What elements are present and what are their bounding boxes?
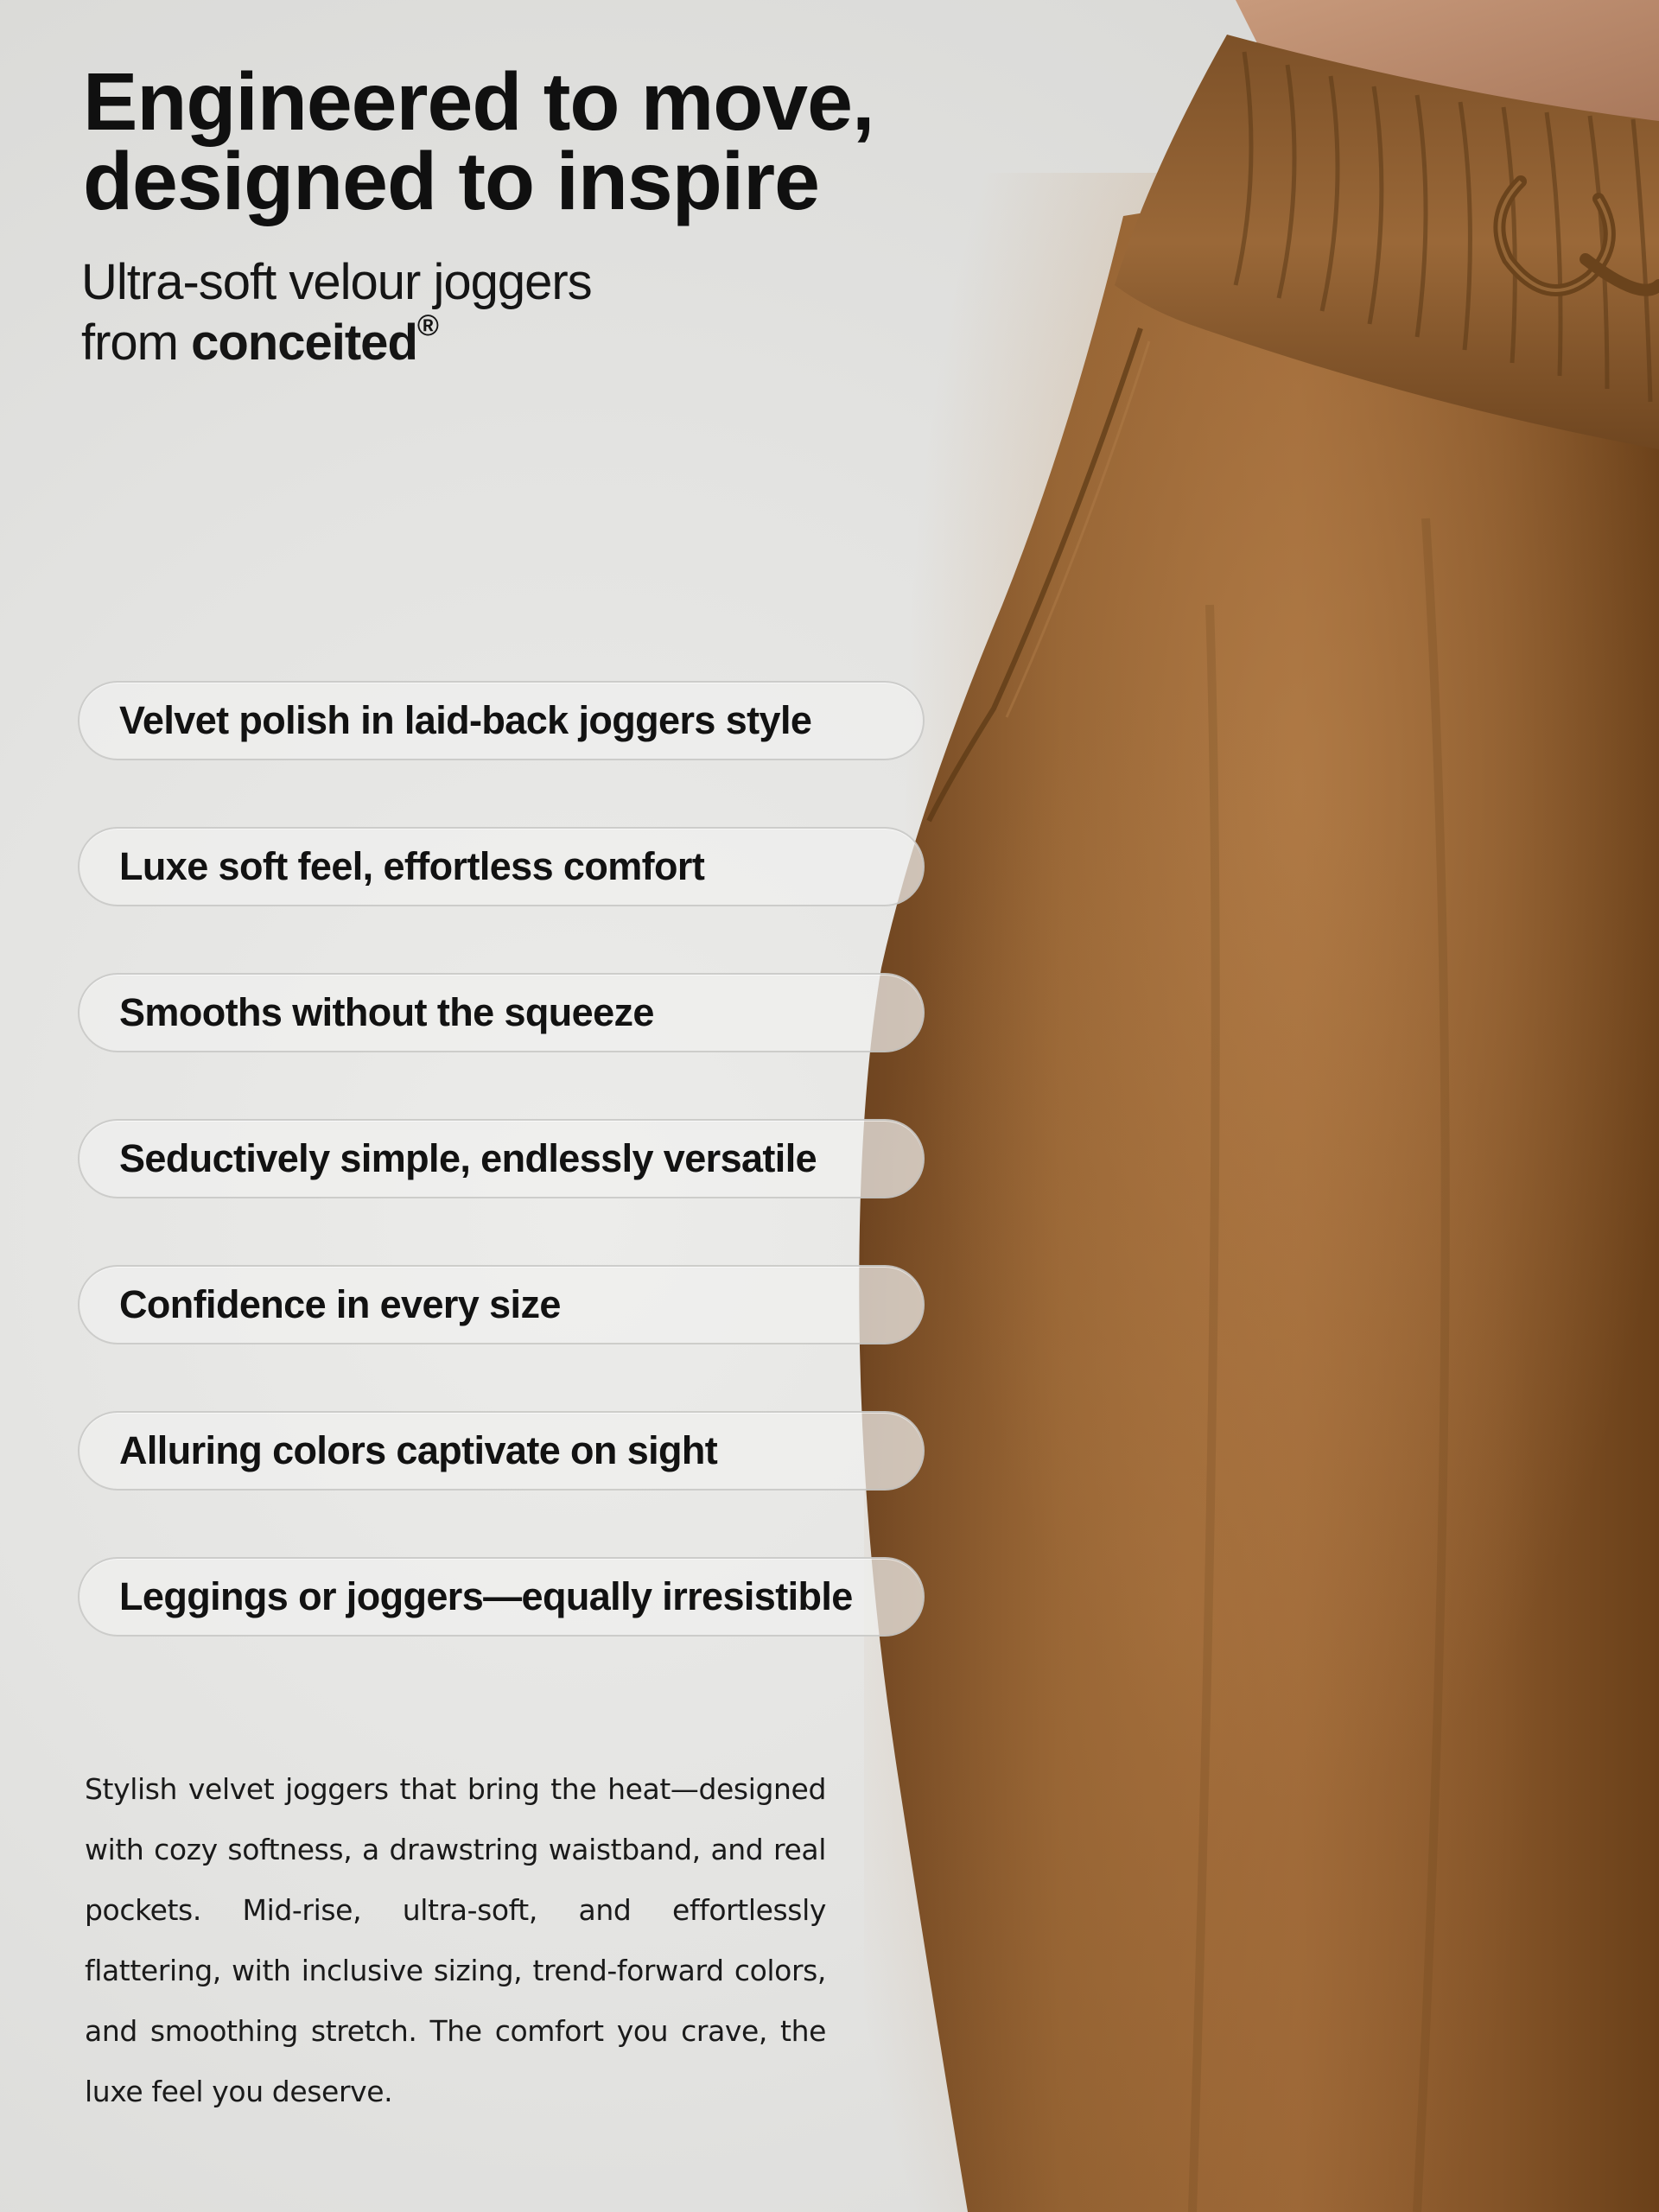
feature-pill: Luxe soft feel, effortless comfort [78, 827, 925, 906]
feature-pill: Leggings or joggers—equally irresistible [78, 1557, 925, 1637]
headline-line-2: designed to inspire [83, 136, 819, 227]
product-description: Stylish velvet joggers that bring the heat—designed with cozy softness, a drawstring waistband, and real pockets. Mid-rise, ultra-soft, and effortlessly flattering, with inclusive sizing, trend-forward colors, and smoothing stretch. The comfort you crave, the luxe feel you deserve. [85, 1772, 826, 2108]
feature-pill: Seductively simple, endlessly versatile [78, 1119, 925, 1198]
feature-list [78, 681, 925, 1703]
subhead-prefix: from [81, 315, 178, 371]
brand-name [191, 309, 438, 371]
feature-pill: Velvet polish in laid-back joggers style [78, 681, 925, 760]
brand-wordmark: conceited [191, 315, 417, 371]
registered-mark: ® [416, 309, 438, 342]
feature-pill: Alluring colors captivate on sight [78, 1411, 925, 1491]
subhead-line-1: Ultra-soft velour joggers [81, 254, 592, 310]
headline [83, 56, 947, 227]
subhead-line-2 [81, 309, 859, 373]
feature-pill: Confidence in every size [78, 1265, 925, 1344]
subheadline [81, 252, 859, 373]
feature-pill: Smooths without the squeeze [78, 973, 925, 1052]
headline-line-1: Engineered to move, [83, 56, 874, 148]
